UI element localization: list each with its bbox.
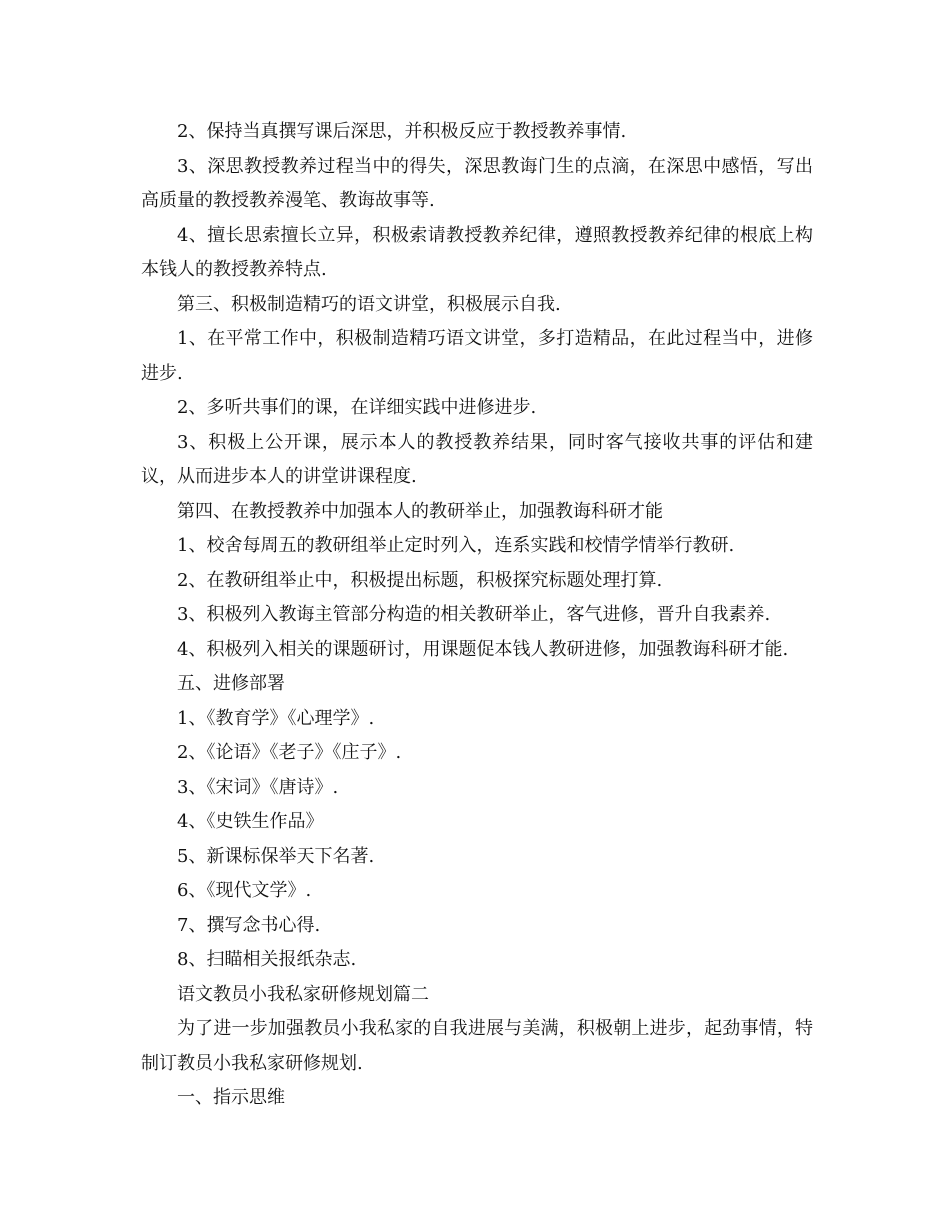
paragraph: 2、在教研组举止中，积极提出标题，积极探究标题处理打算. [177, 569, 663, 591]
paragraph: 2、多听共事们的课，在详细实践中进修进步. [177, 397, 537, 418]
section-heading: 五、进修部署 [177, 673, 285, 694]
list-item: 6、《现代文学》. [177, 880, 312, 901]
list-item: 7、撰写念书心得. [177, 914, 321, 936]
paragraph: 4、擅长思索擅长立异，积极索请教授教养纪律，遵照教授教养纪律的根底上构本钱人的教授教养特点. [141, 224, 813, 280]
section-heading: 一、指示思维 [177, 1087, 285, 1108]
section-heading: 第三、积极制造精巧的语文讲堂，积极展示自我. [177, 293, 561, 315]
paragraph: 为了进一步加强教员小我私家的自我进展与美满，积极朝上进步，起劲事情，特制订教员小我私家研修规划. [141, 1018, 813, 1074]
document-body [141, 115, 813, 1116]
paragraph: 1、在平常工作中，积极制造精巧语文讲堂，多打造精品，在此过程当中，进修进步. [141, 328, 813, 384]
list-item: 5、新课标保举天下名著. [177, 845, 375, 867]
paragraph: 3、深思教授教养过程当中的得失，深思教诲门生的点滴，在深思中感悟，写出高质量的教授教养漫笔、教诲故事等. [141, 155, 813, 211]
paragraph: 4、积极列入相关的课题研讨，用课题促本钱人教研进修，加强教诲科研才能. [177, 638, 789, 660]
section-heading: 第四、在教授教养中加强本人的教研举止，加强教诲科研才能 [177, 500, 663, 522]
list-item: 3、《宋词》《唐诗》. [177, 776, 339, 798]
list-item: 1、《教育学》《心理学》. [177, 707, 375, 729]
paragraph: 1、校舍每周五的教研组举止定时列入，连系实践和校情学情举行教研. [177, 535, 735, 556]
list-item: 8、扫瞄相关报纸杂志. [177, 949, 357, 970]
paragraph: 3、积极上公开课，展示本人的教授教养结果，同时客气接收共事的评估和建议，从而进步本人的讲堂讲课程度. [141, 431, 813, 487]
paragraph: 2、保持当真撰写课后深思，并积极反应于教授教养事情. [177, 121, 627, 142]
list-item: 2、《论语》《老子》《庄子》. [177, 742, 402, 763]
paragraph: 3、积极列入教诲主管部分构造的相关教研举止，客气进修，晋升自我素养. [177, 604, 771, 625]
article-title: 语文教员小我私家研修规划篇二 [177, 983, 429, 1005]
list-item: 4、《史铁生作品》 [177, 811, 324, 832]
